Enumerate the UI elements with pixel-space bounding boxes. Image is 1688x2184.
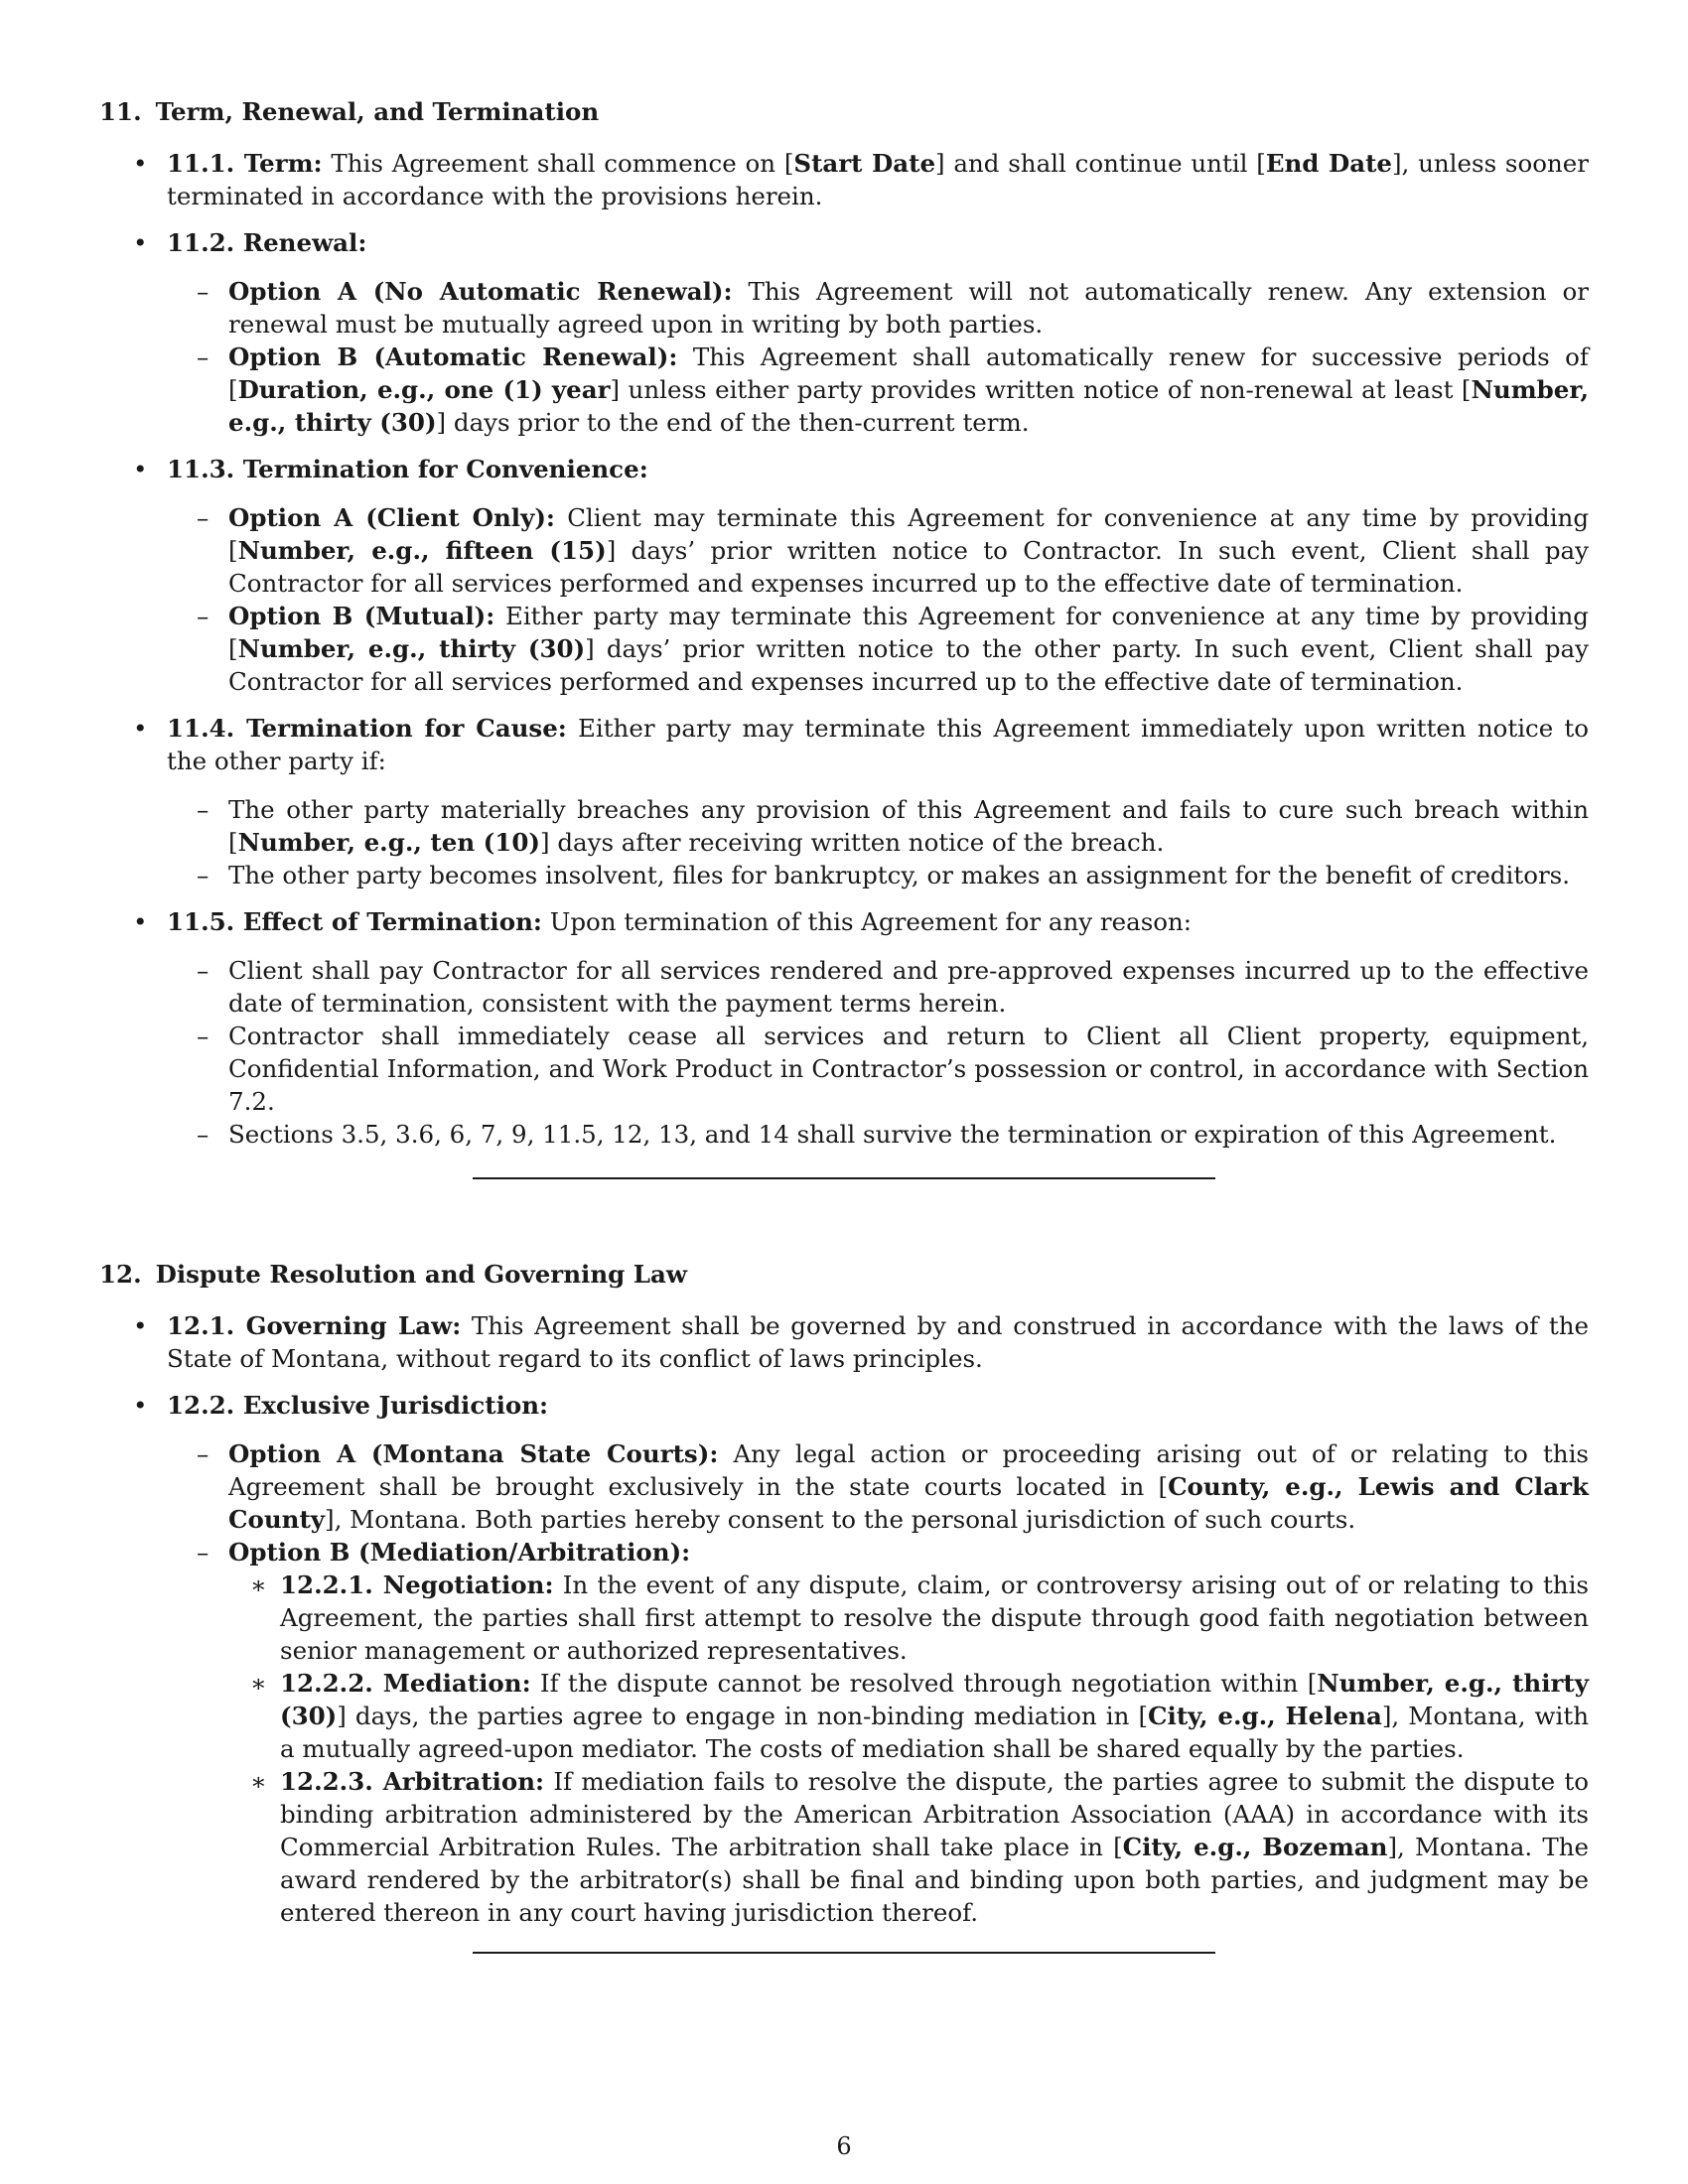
effect-return: – Contractor shall immediately cease all services and return to Client all Client property, equipment, Confidential Information, and Work Product in Contractor’s possession or control, in accordance with Section 7.2. [167, 1020, 1589, 1118]
clause-11-3: • 11.3. Termination for Convenience: – Option A (Client Only): Client may terminate this Agreement for convenience at any time by providing [Number, e.g., fifteen (15)] days’ prior written notice to Contractor. In such event, Client shall pay Contractor for all services performed and expenses incurred up to the effective date of termination. – Option B (Mutual): Either party may terminate this Agreement for convenience at any time by providing [Number, e.g., thirty (30)] days’ prior written notice to the other party. In such event, Client shall pay Contractor for all services performed and expenses incurred up to the effective date of termination. [99, 453, 1589, 698]
step-mediation: ∗ 12.2.2. Mediation: If the dispute cannot be resolved through negotiation within [Number, e.g., thirty (30)] days, the parties agree to engage in non-binding mediation in [City, e.g., Helena], Montana, with a mutually agreed-upon mediator. The costs of mediation shall be shared equally by the parties. [228, 1667, 1589, 1765]
section-title: Dispute Resolution and Governing Law [155, 1260, 687, 1289]
option-12-2-b: – Option B (Mediation/Arbitration): ∗ 12.2.1. Negotiation: In the event of any dispute, claim, or controversy arising out of or relating to this Agreement, the parties shall first attempt to resolve the dispute through good faith negotiation between senior management or authorized representatives. ∗ 12.2.2. Mediation: If the dispute cannot be resolved through negotiation within [Number, e.g., thirty (30)] days, the parties agree to engage in non-binding mediation in [City, e.g., Helena], Montana, with a mutually agreed-upon mediator. The costs of mediation shall be shared equally by the parties. ∗ 12.2.3. Arbitration: If mediation fails to resolve the dispute, the parties agree to submit the dispute to binding arbitration administered by the American Arbitration Association (AAA) in accordance with its Commercial Arbitration Rules. The arbitration shall take place in [City, e.g., Bozeman], Montana. The award rendered by the arbitrator(s) shall be final and binding upon both parties, and judgment may be entered thereon in any court having jurisdiction thereof. [167, 1536, 1589, 1929]
option-11-3-b: – Option B (Mutual): Either party may terminate this Agreement for convenience at any time by providing [Number, e.g., thirty (30)] days’ prior written notice to the other party. In such event, Client shall pay Contractor for all services performed and expenses incurred up to the effective date of termination. [167, 600, 1589, 698]
option-12-2-a: – Option A (Montana State Courts): Any legal action or proceeding arising out of or relating to this Agreement shall be brought exclusively in the state courts located in [County, e.g., Lewis and Clark County], Montana. Both parties hereby consent to the personal jurisdiction of such courts. [167, 1437, 1589, 1536]
clause-11-5: • 11.5. Effect of Termination: Upon termination of this Agreement for any reason: – Client shall pay Contractor for all services rendered and pre-approved expenses incurred up to the effective date of termination, consistent with the payment terms herein. – Contractor shall immediately cease all services and return to Client all Client property, equipment, Confidential Information, and Work Product in Contractor’s possession or control, in accordance with Section 7.2. – Sections 3.5, 3.6, 6, 7, 9, 11.5, 12, 13, and 14 shall survive the termination or expiration of this Agreement. [99, 905, 1589, 1151]
page-number: 6 [836, 2132, 852, 2160]
option-11-3-a: – Option A (Client Only): Client may terminate this Agreement for convenience at any time by providing [Number, e.g., fifteen (15)] days’ prior written notice to Contractor. In such event, Client shall pay Contractor for all services performed and expenses incurred up to the effective date of termination. [167, 501, 1589, 600]
step-negotiation: ∗ 12.2.1. Negotiation: In the event of any dispute, claim, or controversy arising out of or relating to this Agreement, the parties shall first attempt to resolve the dispute through good faith negotiation between senior management or authorized representatives. [228, 1569, 1589, 1667]
option-11-2-b: – Option B (Automatic Renewal): This Agreement shall automatically renew for successive periods of [Duration, e.g., one (1) year] unless either party provides written notice of non-renewal at least [Number, e.g., thirty (30)] days prior to the end of the then-current term. [167, 341, 1589, 439]
option-11-2-a: – Option A (No Automatic Renewal): This Agreement will not automatically renew. Any extension or renewal must be mutually agreed upon in writing by both parties. [167, 275, 1589, 341]
clause-12-1: • 12.1. Governing Law: This Agreement shall be governed by and construed in accordance with the laws of the State of Montana, without regard to its conflict of laws principles. [99, 1309, 1589, 1375]
section-12-heading [99, 1254, 1589, 1294]
step-arbitration: ∗ 12.2.3. Arbitration: If mediation fails to resolve the dispute, the parties agree to submit the dispute to binding arbitration administered by the American Arbitration Association (AAA) in accordance with its Commercial Arbitration Rules. The arbitration shall take place in [City, e.g., Bozeman], Montana. The award rendered by the arbitrator(s) shall be final and binding upon both parties, and judgment may be entered thereon in any court having jurisdiction thereof. [228, 1765, 1589, 1929]
section-title: Term, Renewal, and Termination [155, 97, 600, 126]
section-divider-1 [473, 1177, 1215, 1179]
clause-11-4: • 11.4. Termination for Cause: Either party may terminate this Agreement immediately upon written notice to the other party if: – The other party materially breaches any provision of this Agreement and fails to cure such breach within [Number, e.g., ten (10)] days after receiving written notice of the breach. – The other party becomes insolvent, files for bankruptcy, or makes an assignment for the benefit of creditors. [99, 712, 1589, 891]
section-11-list [99, 147, 1589, 1151]
cause-breach: – The other party materially breaches any provision of this Agreement and fails to cure such breach within [Number, e.g., ten (10)] days after receiving written notice of the breach. [167, 793, 1589, 859]
section-11-heading [99, 91, 1589, 131]
section-number: 12. [99, 1260, 142, 1289]
clause-12-2: • 12.2. Exclusive Jurisdiction: – Option A (Montana State Courts): Any legal action or proceeding arising out of or relating to this Agreement shall be brought exclusively in the state courts located in [County, e.g., Lewis and Clark County], Montana. Both parties hereby consent to the personal jurisdiction of such courts. – Option B (Mediation/Arbitration): ∗ 12.2.1. Negotiation: In the event of any dispute, claim, or controversy arising out of or relating to this Agreement, the parties shall first attempt to resolve the dispute through good faith negotiation between senior management or authorized representatives. ∗ 12.2.2. Mediation: If the dispute cannot be resolved through negotiation within [Number, e.g., thirty (30)] days, the parties agree to engage in non-binding mediation in [City, e.g., Helena], Montana, with a mutually agreed-upon mediator. The costs of mediation shall be shared equally by the parties. ∗ 12.2.3. Arbitration: If mediation fails to resolve the dispute, the parties agree to submit the dispute to binding arbitration administered by the American Arbitration Association (AAA) in accordance with its Commercial Arbitration Rules. The arbitration shall take place in [City, e.g., Bozeman], Montana. The award rendered by the arbitrator(s) shall be final and binding upon both parties, and judgment may be entered thereon in any court having jurisdiction thereof. [99, 1389, 1589, 1929]
effect-survival: – Sections 3.5, 3.6, 6, 7, 9, 11.5, 12, 13, and 14 shall survive the termination or expiration of this Agreement. [167, 1118, 1589, 1151]
clause-11-1: • 11.1. Term: This Agreement shall commence on [Start Date] and shall continue until [End Date], unless sooner terminated in accordance with the provisions herein. [99, 147, 1589, 212]
section-number: 11. [99, 97, 142, 126]
section-divider-2 [473, 1952, 1215, 1954]
clause-11-2: • 11.2. Renewal: – Option A (No Automatic Renewal): This Agreement will not automatically renew. Any extension or renewal must be mutually agreed upon in writing by both parties. – Option B (Automatic Renewal): This Agreement shall automatically renew for successive periods of [Duration, e.g., one (1) year] unless either party provides written notice of non-renewal at least [Number, e.g., thirty (30)] days prior to the end of the then-current term. [99, 226, 1589, 439]
section-12-list [99, 1309, 1589, 1929]
effect-payment: – Client shall pay Contractor for all services rendered and pre-approved expenses incurred up to the effective date of termination, consistent with the payment terms herein. [167, 954, 1589, 1020]
cause-insolvency: – The other party becomes insolvent, files for bankruptcy, or makes an assignment for the benefit of creditors. [167, 859, 1589, 891]
document-page [99, 91, 1589, 1943]
